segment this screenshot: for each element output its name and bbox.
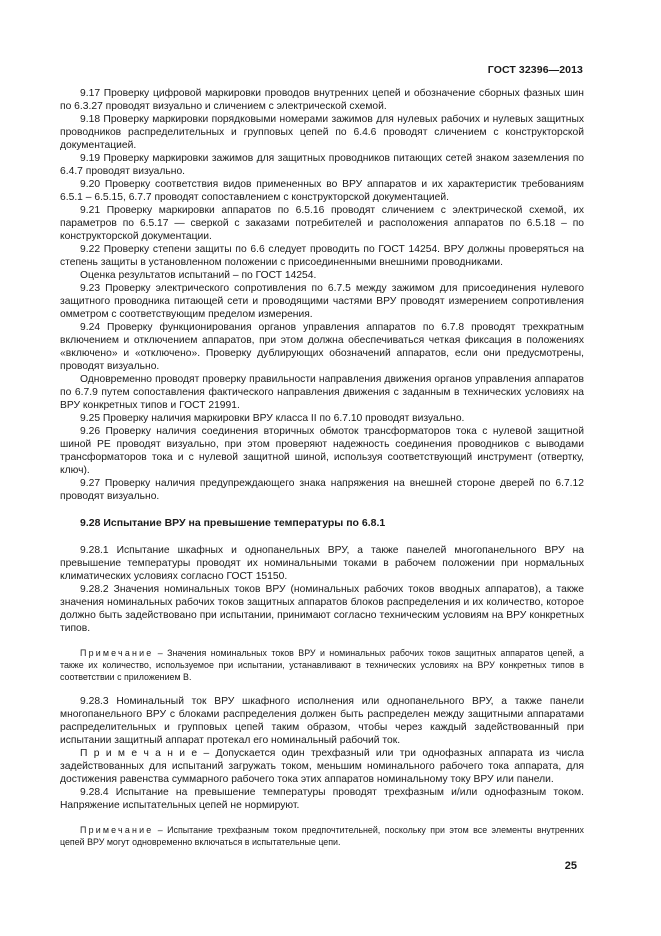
paragraph-9-17: 9.17 Проверку цифровой маркировки проводов внутренних цепей и обозначение сборных фазных шин по 6.3.27 проводят визуально и сличением с электрической схемой. <box>60 88 584 112</box>
note-2-text: – Допускается один трехфазный или три однофазных аппарата из числа задействованных для испытаний загружать током, меньшим номинального рабочего тока аппарата, для достижения равенства суммарного рабочего тока этих аппаратов номинальному току ВРУ или панели. <box>60 748 584 785</box>
paragraph-9-28-1: 9.28.1 Испытание шкафных и однопанельных ВРУ, а также панелей многопанельного ВРУ на превышение температуры проводят их номинальными токами в рабочем положении при нормальных климатических условиях согласно ГОСТ 15150. <box>60 545 584 582</box>
paragraph-9-23: 9.23 Проверку электрического сопротивления по 6.7.5 между зажимом для присоединения нулевого защитного проводника питающей сети и проводящими частями ВРУ проводят измерением сопротивления омметром с соответствующим пределом измерения. <box>60 283 584 320</box>
paragraph-simultaneous: Одновременно проводят проверку правильности направления движения органов управления аппаратов по 6.7.9 путем сопоставления фактического направления движения с заданным в технических условиях на ВРУ конкретных типов и ГОСТ 21991. <box>60 374 584 411</box>
note-1-label: Примечание <box>80 648 154 658</box>
paragraph-assessment: Оценка результатов испытаний – по ГОСТ 14254. <box>80 270 317 281</box>
document-code-header: ГОСТ 32396—2013 <box>487 64 583 76</box>
paragraph-9-28-2: 9.28.2 Значения номинальных токов ВРУ (номинальных рабочих токов вводных аппаратов), а также значения номинальных рабочих токов защитных аппаратов блоков распределения и их количество, которое должно быть задействовано при испытании, принимают согласно техническим условиям на ВРУ конкретных типов. <box>60 584 584 634</box>
paragraph-9-28-3: 9.28.3 Номинальный ток ВРУ шкафного исполнения или однопанельного ВРУ, а также панели многопанельного ВРУ с блоками распределения должен быть распределен между защитными аппаратами распределительных и групповых цепей таким образом, чтобы через каждый задействованный при испытании защитный аппарат протекал его номинальный рабочий ток. <box>60 696 584 746</box>
note-2-label: П р и м е ч а н и е <box>80 748 198 759</box>
section-heading-9-28: 9.28 Испытание ВРУ на превышение температуры по 6.8.1 <box>80 517 386 529</box>
note-1 <box>60 647 584 683</box>
paragraph-9-25: 9.25 Проверку наличия маркировки ВРУ класса II по 6.7.10 проводят визуально. <box>80 413 465 424</box>
note-3 <box>60 824 584 848</box>
paragraph-9-24: 9.24 Проверку функционирования органов управления аппаратов по 6.7.8 проводят трехкратным включением и отключением аппаратов, при этом должна обеспечиваться четкая фиксация в положениях «включено» и «отключено». Проверку дублирующих обозначений аппаратов, если они предусмотрены, проводят визуально. <box>60 322 584 372</box>
paragraph-9-26: 9.26 Проверку наличия соединения вторичных обмоток трансформаторов тока с нулевой защитной шиной РЕ проводят визуально, при этом проверяют надежность соединения проводников с выводами трансформаторов тока и с нулевой защитной шиной, используя соответствующий инструмент (отвертку, ключ). <box>60 426 584 476</box>
note-2 <box>60 747 584 786</box>
page-body <box>60 87 584 848</box>
note-3-label: Примечание <box>80 825 154 835</box>
paragraph-9-28-4: 9.28.4 Испытание на превышение температуры проводят трехфазным и/или однофазным током. Напряжение испытательных цепей не нормируют. <box>60 787 584 811</box>
paragraph-9-21: 9.21 Проверку маркировки аппаратов по 6.5.16 проводят сличением с электрической схемой, их параметров по 6.5.17 — сверкой с заказами потребителей и расположения аппаратов по 6.5.18 – по конструкторской документации. <box>60 205 584 242</box>
page-number: 25 <box>564 860 577 872</box>
note-3-text: – Испытание трехфазным током предпочтительней, поскольку при этом все элементы внутренних цепей ВРУ могут одновременно включаться в испытательные цепи. <box>60 825 584 847</box>
paragraph-9-20: 9.20 Проверку соответствия видов примененных во ВРУ аппаратов и их характеристик требованиям 6.5.1 – 6.5.15, 6.7.7 проводят сопоставлением с конструкторской документацией. <box>60 179 584 203</box>
paragraph-9-22: 9.22 Проверку степени защиты по 6.6 следует проводить по ГОСТ 14254. ВРУ должны проверяться на степень защиты в установленном положении с присоединенными внешними проводниками. <box>60 244 584 268</box>
note-1-text: – Значения номинальных токов ВРУ и номинальных рабочих токов защитных аппаратов цепей, а также их количество, используемое при испытании, устанавливают в технических условиях на ВРУ конкретных типов в соответствии с приложением В. <box>60 648 584 682</box>
paragraph-9-19: 9.19 Проверку маркировки зажимов для защитных проводников питающих сетей знаком заземления по 6.4.7 проводят визуально. <box>60 153 584 177</box>
paragraph-9-27: 9.27 Проверку наличия предупреждающего знака напряжения на внешней стороне дверей по 6.7.12 проводят визуально. <box>60 478 584 502</box>
paragraph-9-18: 9.18 Проверку маркировки порядковыми номерами зажимов для нулевых рабочих и нулевых защитных проводников распределительных и групповых цепей по 6.4.6 проводят сличением с конструкторской документацией. <box>60 114 584 151</box>
